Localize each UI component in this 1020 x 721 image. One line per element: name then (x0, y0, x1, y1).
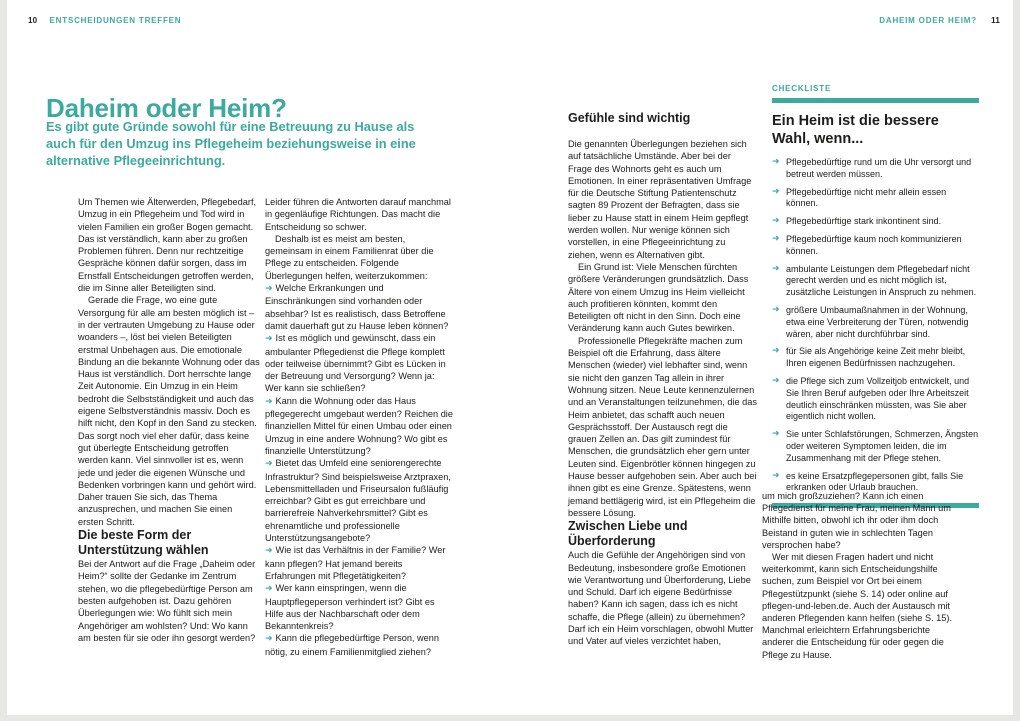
checklist-item (772, 234, 979, 258)
subheading-beste-form: Die beste Form der Unterstützung wählen (78, 528, 209, 558)
subheading-gefuehle: Gefühle sind wichtig (568, 111, 691, 125)
checklist-item (772, 157, 979, 181)
arrow-bullet-icon: ➜ (772, 346, 780, 357)
arrow-bullet-icon: ➜ (772, 470, 780, 481)
subheading-liebe-ueberforderung: Zwischen Liebe und Überforderung (568, 519, 688, 549)
left-page-column-2 (265, 196, 453, 658)
consideration-item (265, 395, 453, 457)
checklist-item (772, 187, 979, 211)
paragraph: Die genannten Überlegungen beziehen sich auf tatsächliche Umstände. Aber bei der Frage des Wohnorts geht es auch um Emotionen. In einer repräsentativen Umfrage für die Deutsche Stiftung Patientenschutz sagten 89 Prozent der Befragten, dass sie lieber zu Hause statt in einem Heim gepflegt werden wollen. Nur wenige können sich vorstellen, in eine Pflegeeinrichtung zu ziehen, wenn es Alternativen gibt. (568, 139, 752, 260)
paragraph: um mich großzuziehen? Kann ich einen Pflegedienst für meine Frau, meinen Mann um Mithilfe bitten, obwohl ich ihr oder ihm doch Beistand in guten wie in schlechten Tagen versprochen habe? (762, 491, 951, 550)
consideration-text: Wer kann einspringen, wenn die Hauptpflegeperson verhindert ist? Gibt es Hilfe aus der Nachbarschaft oder dem Bekanntenkreis? (265, 583, 435, 632)
checklist-items (772, 157, 979, 494)
consideration-item (265, 282, 453, 332)
paragraph: Bei der Antwort auf die Frage „Daheim oder Heim?“ sollte der Gedanke im Zentrum stehen, wo die pflegebedürftige Person am besten aufgehoben ist. Dazu gehören Überlegungen wie: Wo fühlt sich mein Angehöriger am wohlsten? Und: Wo kann am besten für sie oder ihn gesorgt werden? (78, 559, 256, 643)
paragraph: Ein Grund ist: Viele Menschen fürchten größere Veränderungen grundsätzlich. Dass Ältere von einem Umzug ins Heim vielleicht auch profitieren könnten, kommt den Beteiligten oft nicht in den Sinn. Doch eine Veränderung kann auch Gutes bewirken. (568, 261, 749, 334)
page-number-right: 11 (991, 16, 1000, 25)
paragraph: Gerade die Frage, wo eine gute Versorgung für alle am besten möglich ist – in der vertrauten Umgebung zu Hause oder woanders –, löst bei vielen Beteiligten erstmal Unbehagen aus. Die emotionale Bindung an die bekannte Wohnung oder das Haus ist verständlich. Dort herrschte lange Zeit Autonomie. Ein Umzug in ein Heim bedroht die Selbstständigkeit und auch das eigene Selbstverständnis massiv. Doch es hilft nicht, den Kopf in den Sand zu stecken. Das sorgt noch viel eher dafür, dass keine gut überlegte Entscheidung getroffen werden kann. Viel sinnvoller ist es, wenn jede und jeder die eigenen Wünsche und Bedenken vorbringen kann und gehört wird. Daher trauen Sie sich, das Thema anzusprechen, und machen Sie einen ersten Schritt. (78, 295, 260, 527)
paragraph: Um Themen wie Älterwerden, Pflegebedarf, Umzug in ein Pflegeheim und Tod wird in vielen Familien ein großer Bogen gemacht. Das ist verständlich, kann aber zu großen Problemen führen. Denn nur rechtzeitige Gespräche können dafür sorgen, dass im Ernstfall Entscheidungen getroffen werden, die im Sinne aller Beteiligten sind. (78, 197, 257, 294)
arrow-bullet-icon: ➜ (772, 186, 780, 197)
arrow-bullet-icon: ➜ (772, 429, 780, 440)
checklist-item-text: Pflegebedürftige kaum noch kommunizieren können. (786, 233, 962, 256)
arrow-bullet-icon: ➜ (265, 546, 273, 557)
consideration-item (265, 632, 453, 658)
arrow-bullet-icon: ➜ (772, 233, 780, 244)
running-header-left (28, 16, 181, 25)
paragraph: Professionelle Pflegekräfte machen zum Beispiel oft die Erfahrung, dass ältere Menschen (wieder) viel lebhafter sind, wenn sie nicht den ganzen Tag allein in ihrer Wohnung sitzen. Neue Leute kennenzulernen und an Veranstaltungen teilzunehmen, die das Heim anbietet, das schafft auch neuen Gesprächsstoff. Der Austausch regt die grauen Zellen an. Das gilt zumindest für Menschen, die grundsätzlich eher gern unter Leuten sind. Eigenbrötler können hingegen zu Hause besser aufgehoben sein. Aber auch bei ihnen gibt es eine Grenze. Spätestens, wenn jemand bettlägerig wird, ist ein Pflegeheim die bessere Lösung. (568, 335, 757, 518)
running-header-right (879, 16, 1000, 25)
checklist-item-text: für Sie als Angehörige keine Zeit mehr bleibt, Ihren eigenen Bedürfnissen nachzugehen. (786, 346, 966, 369)
checklist-item-text: Sie unter Schlafstörungen, Schmerzen, Ängsten oder weiteren Symptomen leiden, die im Zusammenhang mit der Pflege stehen. (786, 429, 979, 463)
checklist-item (772, 429, 979, 464)
right-page-column-2 (762, 490, 961, 661)
page-title: Daheim oder Heim? (46, 93, 287, 124)
checklist-item-text: Pflegebedürftige nicht mehr allein essen können. (786, 186, 947, 209)
paragraph: Leider führen die Antworten darauf manchmal in gegenläufige Richtungen. Das macht die Entscheidung so schwer. (265, 197, 451, 232)
book-spread (7, 0, 1013, 715)
checklist-item-text: Pflegebedürftige rund um die Uhr versorgt und betreut werden müssen. (786, 157, 972, 179)
checklist-item-text: es keine Ersatzpflegepersonen gibt, falls Sie erkranken oder Urlaub brauchen. (786, 470, 964, 493)
arrow-bullet-icon: ➜ (772, 216, 780, 227)
intro-standfirst: Es gibt gute Gründe sowohl für eine Betreuung zu Hause als auch für den Umzug ins Pflegeheim beziehungsweise in eine alternative Pflegeeinrichtung. (46, 119, 416, 168)
consideration-text: Ist es möglich und gewünscht, dass ein ambulanter Pflegedienst die Pflege komplett oder teilweise übernimmt? Gibt es Lücken in der Betreuung und Versorgung? Wenn ja: Wer kann sie schließen? (265, 333, 446, 394)
consideration-text: Wie ist das Verhältnis in der Familie? Wer kann pflegen? Hat jemand bereits Erfahrungen mit Pflegetätigkeiten? (265, 545, 446, 581)
paragraph: Wer mit diesen Fragen hadert und nicht weiterkommt, kann sich Entscheidungshilfe suchen, zum Beispiel vor Ort bei einem Pflegestützpunkt (siehe S. 14) oder online auf pflegen-und-leben.de. Auch der Austausch mit anderen Pflegenden kann helfen (siehe S. 15). Manchmal erleichtern Erfahrungsberichte anderer die Entscheidung für oder gegen die Pflege zu Hause. (762, 552, 953, 660)
arrow-bullet-icon: ➜ (265, 584, 273, 595)
checklist-item (772, 216, 979, 228)
arrow-bullet-icon: ➜ (772, 375, 780, 386)
arrow-bullet-icon: ➜ (772, 263, 780, 274)
arrow-bullet-icon: ➜ (265, 459, 273, 470)
checklist-kicker: CHECKLISTE (772, 84, 832, 93)
arrow-bullet-icon: ➜ (265, 634, 273, 645)
checklist-item-text: größere Umbaumaßnahmen in der Wohnung, etwa eine Verbreiterung der Türen, notwendig wären, aber nicht durchführbar sind. (786, 304, 969, 339)
checklist-box (772, 84, 979, 508)
arrow-bullet-icon: ➜ (265, 334, 273, 345)
left-page-column-1 (78, 196, 260, 644)
section-title-left: ENTSCHEIDUNGEN TREFFEN (49, 16, 182, 25)
consideration-text: Bietet das Umfeld eine seniorengerechte Infrastruktur? Sind beispielsweise Arztpraxen, Lebensmittelladen und Friseursalon fußläufig erreichbar? Gibt es gut erreichbare und barrierefreie Nahverkehrsmittel? Gibt es ehrenamtliche und professionelle Unterstützungsangebote? (265, 458, 451, 544)
right-page-column-1 (568, 111, 757, 648)
checklist-item (772, 305, 979, 340)
checklist-top-rule (772, 98, 979, 103)
checklist-item (772, 264, 979, 299)
consideration-item (265, 457, 453, 544)
arrow-bullet-icon: ➜ (265, 284, 273, 295)
checklist-item-text: ambulante Leistungen dem Pflegebedarf nicht gerecht werden und es nicht möglich ist, zusätzliche Leistungen in Anspruch zu nehmen. (786, 263, 977, 298)
consideration-item (265, 582, 453, 632)
paragraph: Auch die Gefühle der Angehörigen sind von Bedeutung, insbesondere große Emotionen wie Verantwortung und Überforderung, Liebe und Schuld. Darf ich eigene Bedürfnisse haben? Kann ich sagen, dass ich es nicht schaffe, die Pflege (allein) zu übernehmen? Darf ich ein Heim vorschlagen, obwohl Mutter und Vater auf vieles verzichtet haben, (568, 550, 754, 647)
section-title-right: DAHEIM ODER HEIM? (879, 16, 977, 25)
consideration-text: Kann die pflegebedürftige Person, wenn nötig, zu einem Familienmitglied ziehen? (265, 633, 439, 657)
checklist-item-text: Pflegebedürftige stark inkontinent sind. (786, 216, 942, 227)
paragraph: Deshalb ist es meist am besten, gemeinsam in einem Familienrat über die Pflege zu entscheiden. Folgende Überlegungen helfen, weiterzukommen: (265, 233, 434, 281)
checklist-item (772, 346, 979, 370)
checklist-title: Ein Heim ist die bessere Wahl, wenn... (772, 113, 939, 147)
checklist-item-text: die Pflege sich zum Vollzeitjob entwickelt, und Sie Ihren Beruf aufgeben oder Ihre Arbeitszeit deutlich einschränken müssten, was Sie aber eigentlich nicht wollen. (786, 375, 970, 422)
consideration-item (265, 544, 453, 582)
checklist-item (772, 376, 979, 423)
consideration-text: Kann die Wohnung oder das Haus pflegegerecht umgebaut werden? Reichen die finanziellen Mittel für einen Umbau oder einen Umzug in eine andere Wohnung? Wo gibt es finanzielle Unterstützung? (265, 395, 453, 456)
arrow-bullet-icon: ➜ (772, 157, 780, 167)
arrow-bullet-icon: ➜ (772, 304, 780, 315)
arrow-bullet-icon: ➜ (265, 396, 273, 407)
consideration-text: Welche Erkrankungen und Einschränkungen sind vorhanden oder absehbar? Ist es realistisch, dass Betroffene damit dauerhaft gut zu Hause leben können? (265, 283, 449, 331)
page-number-left: 10 (28, 16, 38, 25)
consideration-item (265, 332, 453, 394)
